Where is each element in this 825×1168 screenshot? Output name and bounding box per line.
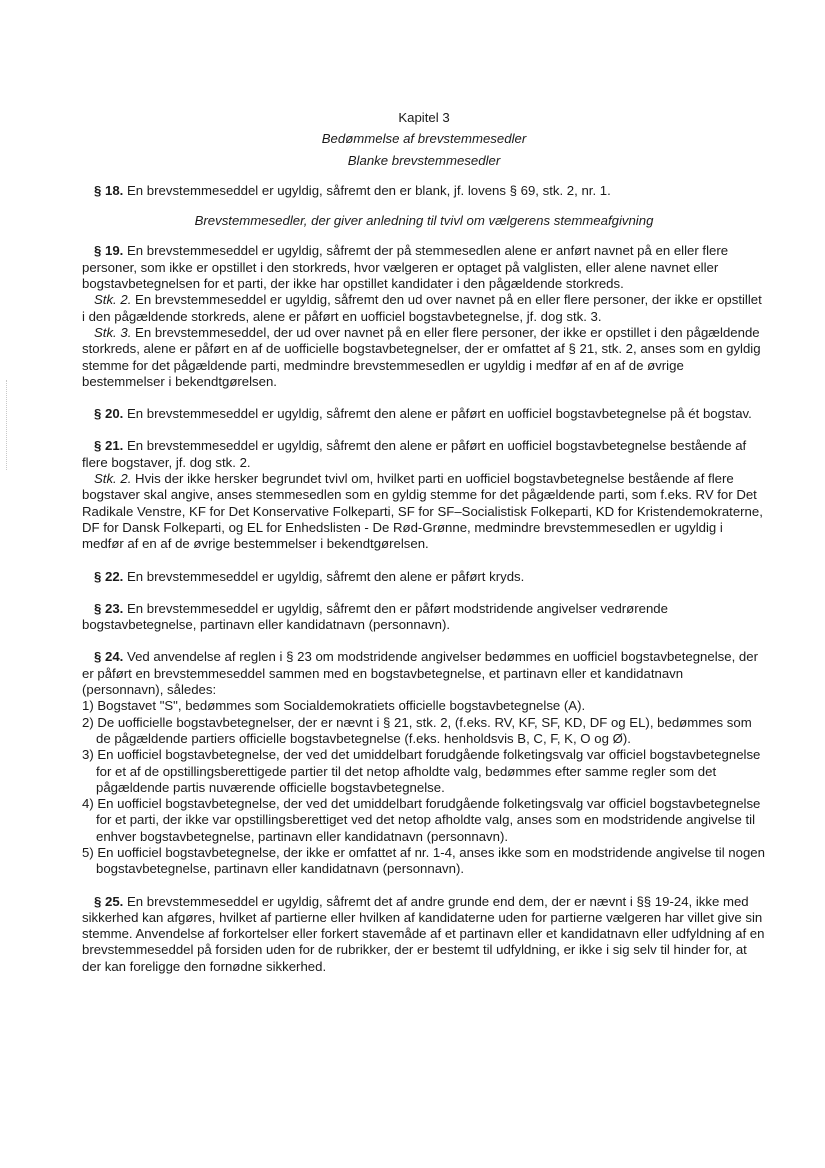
section-19-stk-3-label: Stk. 3. [94, 324, 132, 340]
section-21-text: En brevstemmeseddel er ugyldig, såfremt den alene er påført en uofficiel bogstavbetegnelse bestående af flere bogstaver, jf. dog stk. 2. [82, 438, 747, 470]
section-23-text: En brevstemmeseddel er ugyldig, såfremt den er påført modstridende angivelser vedrørende bogstavbetegnelse, partinavn eller kandidatnavn (personnavn). [82, 600, 668, 633]
document-content [82, 110, 766, 975]
section-24-item-3: 3) En uofficiel bogstavbetegnelse, der ved det umiddelbart forudgående folketingsvalg var officiel bogstavbetegnelse for et af de opstillingsberettigede partier til det netop afholdte valg, bedømmes efter samme regler som det pågældende partis nuværende officielle bogstavbetegnelse. [82, 747, 761, 795]
section-21-number: § 21. [94, 438, 124, 454]
section-19-number: § 19. [94, 243, 124, 259]
section-19-stk-3-text: En brevstemmeseddel, der ud over navnet på en eller flere personer, der ikke er opstillet i den pågældende storkreds, alene er påført en af de uofficielle bogstavbetegnelser, der er omfattet af § 21, stk. 2, anses som en gyldig stemme for det pågældende parti, medmindre brevstemmesedlen er ugyldig i medfør af en af de øvrige bestemmelser i bekendtgørelsen. [82, 324, 761, 389]
section-22-number: § 22. [94, 568, 124, 584]
section-19-stk-2-label: Stk. 2. [94, 292, 132, 308]
section-24-text: Ved anvendelse af reglen i § 23 om modstridende angivelser bedømmes en uofficiel bogstavbetegnelse, der er påført en brevstemmeseddel sammen med en bogstavbetegnelse, et partinavn eller et kandidatnavn (personnavn), således: [82, 649, 758, 698]
section-24-item-4: 4) En uofficiel bogstavbetegnelse, der ved det umiddelbart forudgående folketingsvalg var officiel bogstavbetegnelse for et parti, der ikke var opstillingsberettiget ved det netop afholdte valg, anses som en modstridende angivelse til enhver bogstavbetegnelse, partinavn eller kandidatnavn (personnavn). [82, 796, 761, 844]
section-21 [82, 438, 766, 471]
subheading-blank-ballots: Blanke brevstemmesedler [347, 152, 501, 168]
section-25-text: En brevstemmeseddel er ugyldig, såfremt det af andre grunde end dem, der er nævnt i §§ 19-24, ikke med sikkerhed kan afgøres, hvilket af partierne eller hvilken af kandidaterne uden for partierne vælgeren har villet give sin stemme. Anvendelse af forkortelser eller forkert stavemåde af et partinavn eller et kandidatnavn eller udfyldning af en brevstemmeseddel på forsiden uden for de rubrikker, der er bestemt til udfyldning, er ikke i sig selv til hinder for, at der kan foreligge den fornødne sikkerhed. [82, 893, 765, 974]
section-20-text: En brevstemmeseddel er ugyldig, såfremt den alene er påført en uofficiel bogstavbetegnelse på ét bogstav. [123, 406, 752, 422]
section-24-item-5: 5) En uofficiel bogstavbetegnelse, der ikke er omfattet af nr. 1-4, anses ikke som en modstridende angivelse til nogen bogstavbetegnelse, partinavn eller kandidatnavn (personnavn). [82, 844, 765, 877]
section-18 [82, 183, 766, 199]
section-24 [82, 649, 766, 698]
section-23-number: § 23. [94, 600, 124, 616]
section-22 [82, 569, 766, 585]
section-19-stk-2-text: En brevstemmeseddel er ugyldig, såfremt den ud over navnet på en eller flere personer, der ikke er opstillet i den pågældende storkreds, alene er påført en uofficiel bogstavbetegnelse, jf. dog stk. 3. [82, 292, 762, 324]
chapter-subtitle: Bedømmelse af brevstemmesedler [321, 131, 527, 147]
section-24-item-2: 2) De uofficielle bogstavbetegnelser, der er nævnt i § 21, stk. 2, (f.eks. RV, KF, SF, KD, DF og EL), bedømmes som de pågældende partiers officielle bogstavbetegnelse (f.eks. henholdsvis B, C, F, K, O og Ø). [82, 714, 752, 746]
section-18-number: § 18. [94, 182, 124, 198]
section-23 [82, 601, 766, 634]
section-19-text: En brevstemmeseddel er ugyldig, såfremt der på stemmesedlen alene er anført navnet på en eller flere personer, som ikke er opstillet i den storkreds, hvor vælgeren er optaget på valglisten, eller alene navnet eller bogstavbetegnelsen for et parti, der ikke har opstillet kandidater i den pågældende storkreds. [82, 243, 729, 292]
section-20 [82, 406, 766, 422]
section-21-stk-2 [82, 471, 766, 552]
section-25 [82, 894, 766, 975]
scan-margin-marks [6, 380, 9, 470]
section-18-text: En brevstemmeseddel er ugyldig, såfremt den er blank, jf. lovens § 69, stk. 2, nr. 1. [123, 182, 611, 198]
section-19-stk-3 [82, 325, 766, 390]
section-19 [82, 243, 766, 292]
section-24-list [82, 698, 766, 877]
subheading-doubtful-ballots: Brevstemmesedler, der giver anledning til tvivl om vælgerens stemmeafgivning [194, 213, 654, 229]
chapter-title: Kapitel 3 [398, 110, 450, 125]
section-20-number: § 20. [94, 406, 124, 422]
section-21-stk-2-text: Hvis der ikke hersker begrundet tvivl om, hvilket parti en uofficiel bogstavbetegnelse bestående af flere bogstaver skal angive, anses stemmesedlen som en gyldig stemme for det pågældende parti, som f.eks. RV for Det Radikale Venstre, KF for Det Konservative Folkeparti, SF for SF–Socialistisk Folkeparti, KD for Kristendemokraterne, DF for Dansk Folkeparti, og EL for Enhedslisten - De Rød-Grønne, medmindre brevstemmesedlen er ugyldig i medfør af en af de øvrige bestemmelser i bekendtgørelsen. [82, 471, 763, 552]
section-25-number: § 25. [94, 893, 124, 909]
section-22-text: En brevstemmeseddel er ugyldig, såfremt den alene er påført kryds. [123, 568, 525, 584]
section-24-item-1: 1) Bogstavet "S", bedømmes som Socialdemokratiets officielle bogstavbetegnelse (A). [82, 698, 586, 714]
section-21-stk-2-label: Stk. 2. [94, 471, 132, 487]
section-19-stk-2 [82, 292, 766, 325]
section-24-number: § 24. [94, 649, 124, 665]
